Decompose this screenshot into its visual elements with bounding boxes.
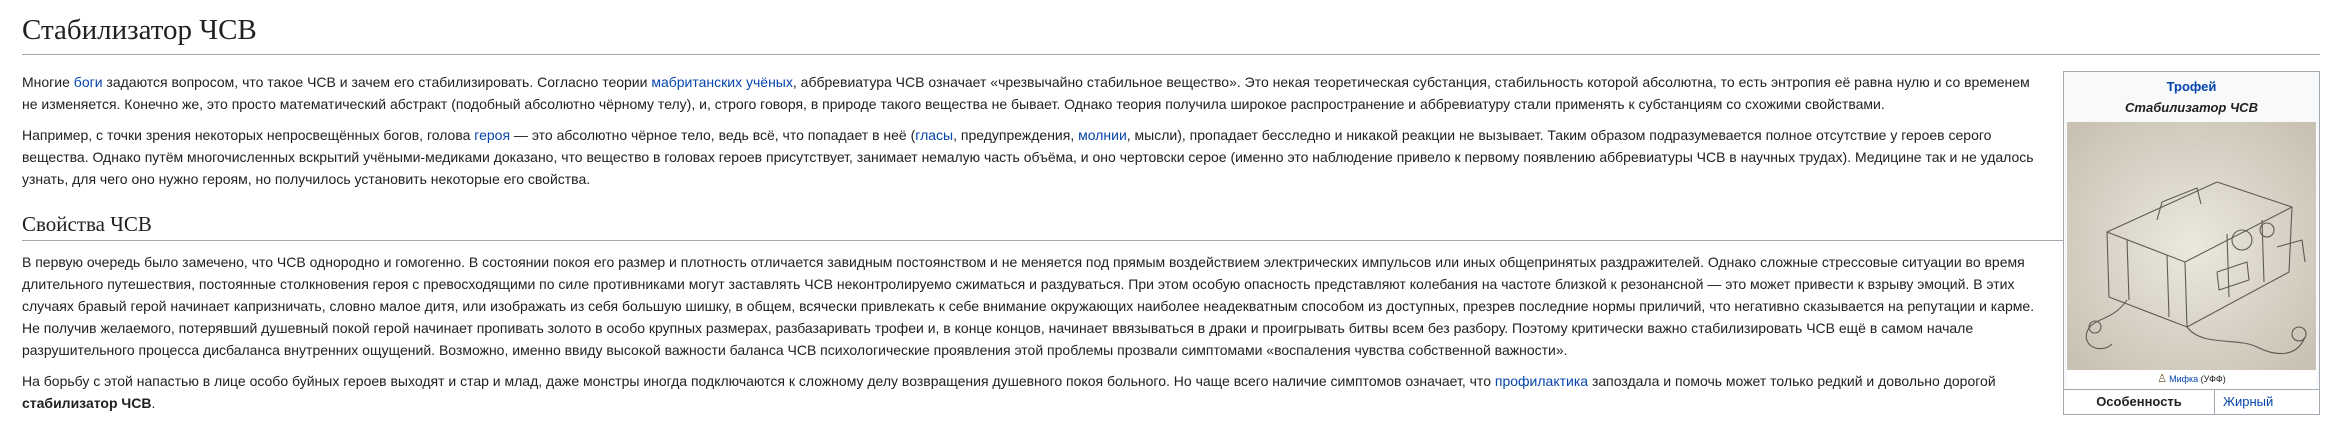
link-lightning[interactable]: молнии: [1078, 127, 1127, 143]
link-gods[interactable]: боги: [73, 74, 103, 90]
text: запоздала и помочь может только редкий и довольно дорогой: [1588, 373, 1996, 389]
text: , мысли), пропадает бесследно и никакой реакции не вызывает. Таким образом подразумевается полное отсутствие у героев серого вещества. Однако путём многочисленных вскрытий учёными-медиками доказано, что вещество в головах героев присутствует, занимает немалую часть объёма, и оно чертовски серое (именно это наблюдение привело к первому появлению аббревиатуры ЧСВ в научных трудах). Медицине так и не удалось узнать, для чего оно нужно героям, но получилось установить некоторые его свойства.: [22, 127, 2034, 187]
infobox-row-key: Особенность: [2064, 390, 2215, 414]
bold-item-name: стабилизатор ЧСВ: [22, 395, 152, 411]
text: Например, с точки зрения некоторых непросвещённых богов, голова: [22, 127, 475, 143]
link-hero[interactable]: героя: [474, 127, 511, 143]
author-icon: ♙: [2157, 373, 2168, 385]
infobox-row-feature: [2064, 389, 2319, 414]
image-author-link[interactable]: Мифка: [2169, 374, 2199, 384]
suitcase-sketch: [2067, 122, 2316, 370]
image-credit-suffix: (УФФ): [2198, 374, 2226, 384]
text: На борьбу с этой напастью в лице особо буйных героев выходят и стар и млад, даже монстры иногда подключаются к сложному делу возвращения душевного покоя больного. Но чаще всего наличие симптомов означает, что: [22, 373, 1495, 389]
text: , аббревиатура ЧСВ означает «чрезвычайно стабильное вещество». Это некая теоретическая субстанция, стабильность которой абсолютна, то есть энтропия её равна нулю и со временем не изменяется. Конечно же, это просто математический абстракт (подобный абсолютно чёрному телу), и, строго говоря, в природе такого вещества не бывает. Однако теория получила широкое распространение и аббревиатуру стали применять к субстанциям со схожими свойствами.: [22, 74, 2030, 112]
infobox-item-name: Стабилизатор ЧСВ: [2125, 100, 2258, 115]
infobox-image[interactable]: [2067, 122, 2316, 370]
text: .: [151, 395, 156, 411]
link-scientists[interactable]: мабританских учёных: [651, 74, 793, 90]
image-credit: [2067, 370, 2316, 389]
text: задаются вопросом, что такое ЧСВ и зачем его стабилизировать. Согласно теории: [102, 74, 652, 90]
article-body: [22, 71, 2320, 414]
paragraph-treatment: [22, 370, 2320, 414]
infobox-kind-link[interactable]: Трофей: [2166, 79, 2217, 94]
text: Многие: [22, 74, 74, 90]
paragraph-properties: В первую очередь было замечено, что ЧСВ однородно и гомогенно. В состоянии покоя его размер и плотность отличается завидным постоянством и не меняется под прямым воздействием электрических импульсов или иных общепринятых раздражителей. Однако сложные стрессовые ситуации во время длительного путешествия, постоянные столкновения героя с превосходящими по силе противниками могут заставлять ЧСВ неконтролируемо сжиматься и раздуваться. При этом особую опасность представляют колебания на частоте близкой к резонансной — это может привести к взрыву эмоций. В этих случаях бравый герой начинает капризничать, словно малое дитя, или изображать из себя большую шишку, в общем, всячески привлекать к себе внимание окружающих наиболее неадекватным способом из доступных, презрев последние нормы приличий, что негативно сказывается на репутации и карме. Не получив желаемого, потерявший душевный покой герой начинает пропивать золото в особо крупных размерах, разбазаривать трофеи и, в конце концов, начинает ввязываться в драки и проигрывать битвы всем без разбору. Поэтому критически важно стабилизировать ЧСВ ещё в самом начале разрушительного процесса дисбаланса внутренних ощущений. Возможно, именно ввиду высокой важности баланса ЧСВ психологические проявления этой проблемы прозвали симптомами «воспаления чувства собственной важности».: [22, 254, 2035, 358]
paragraph-example: [22, 124, 2320, 190]
page-title: Стабилизатор ЧСВ: [22, 0, 2320, 55]
section-heading-properties: Свойства ЧСВ: [22, 210, 2320, 241]
text: — это абсолютно чёрное тело, ведь всё, что попадает в неё (: [510, 127, 916, 143]
paragraph-intro: [22, 71, 2320, 115]
infobox-row-value-link[interactable]: Жирный: [2223, 394, 2274, 409]
link-prevention[interactable]: профилактика: [1494, 373, 1589, 389]
link-voices[interactable]: гласы: [915, 127, 954, 143]
infobox: [2063, 71, 2320, 415]
text: , предупреждения,: [953, 127, 1079, 143]
